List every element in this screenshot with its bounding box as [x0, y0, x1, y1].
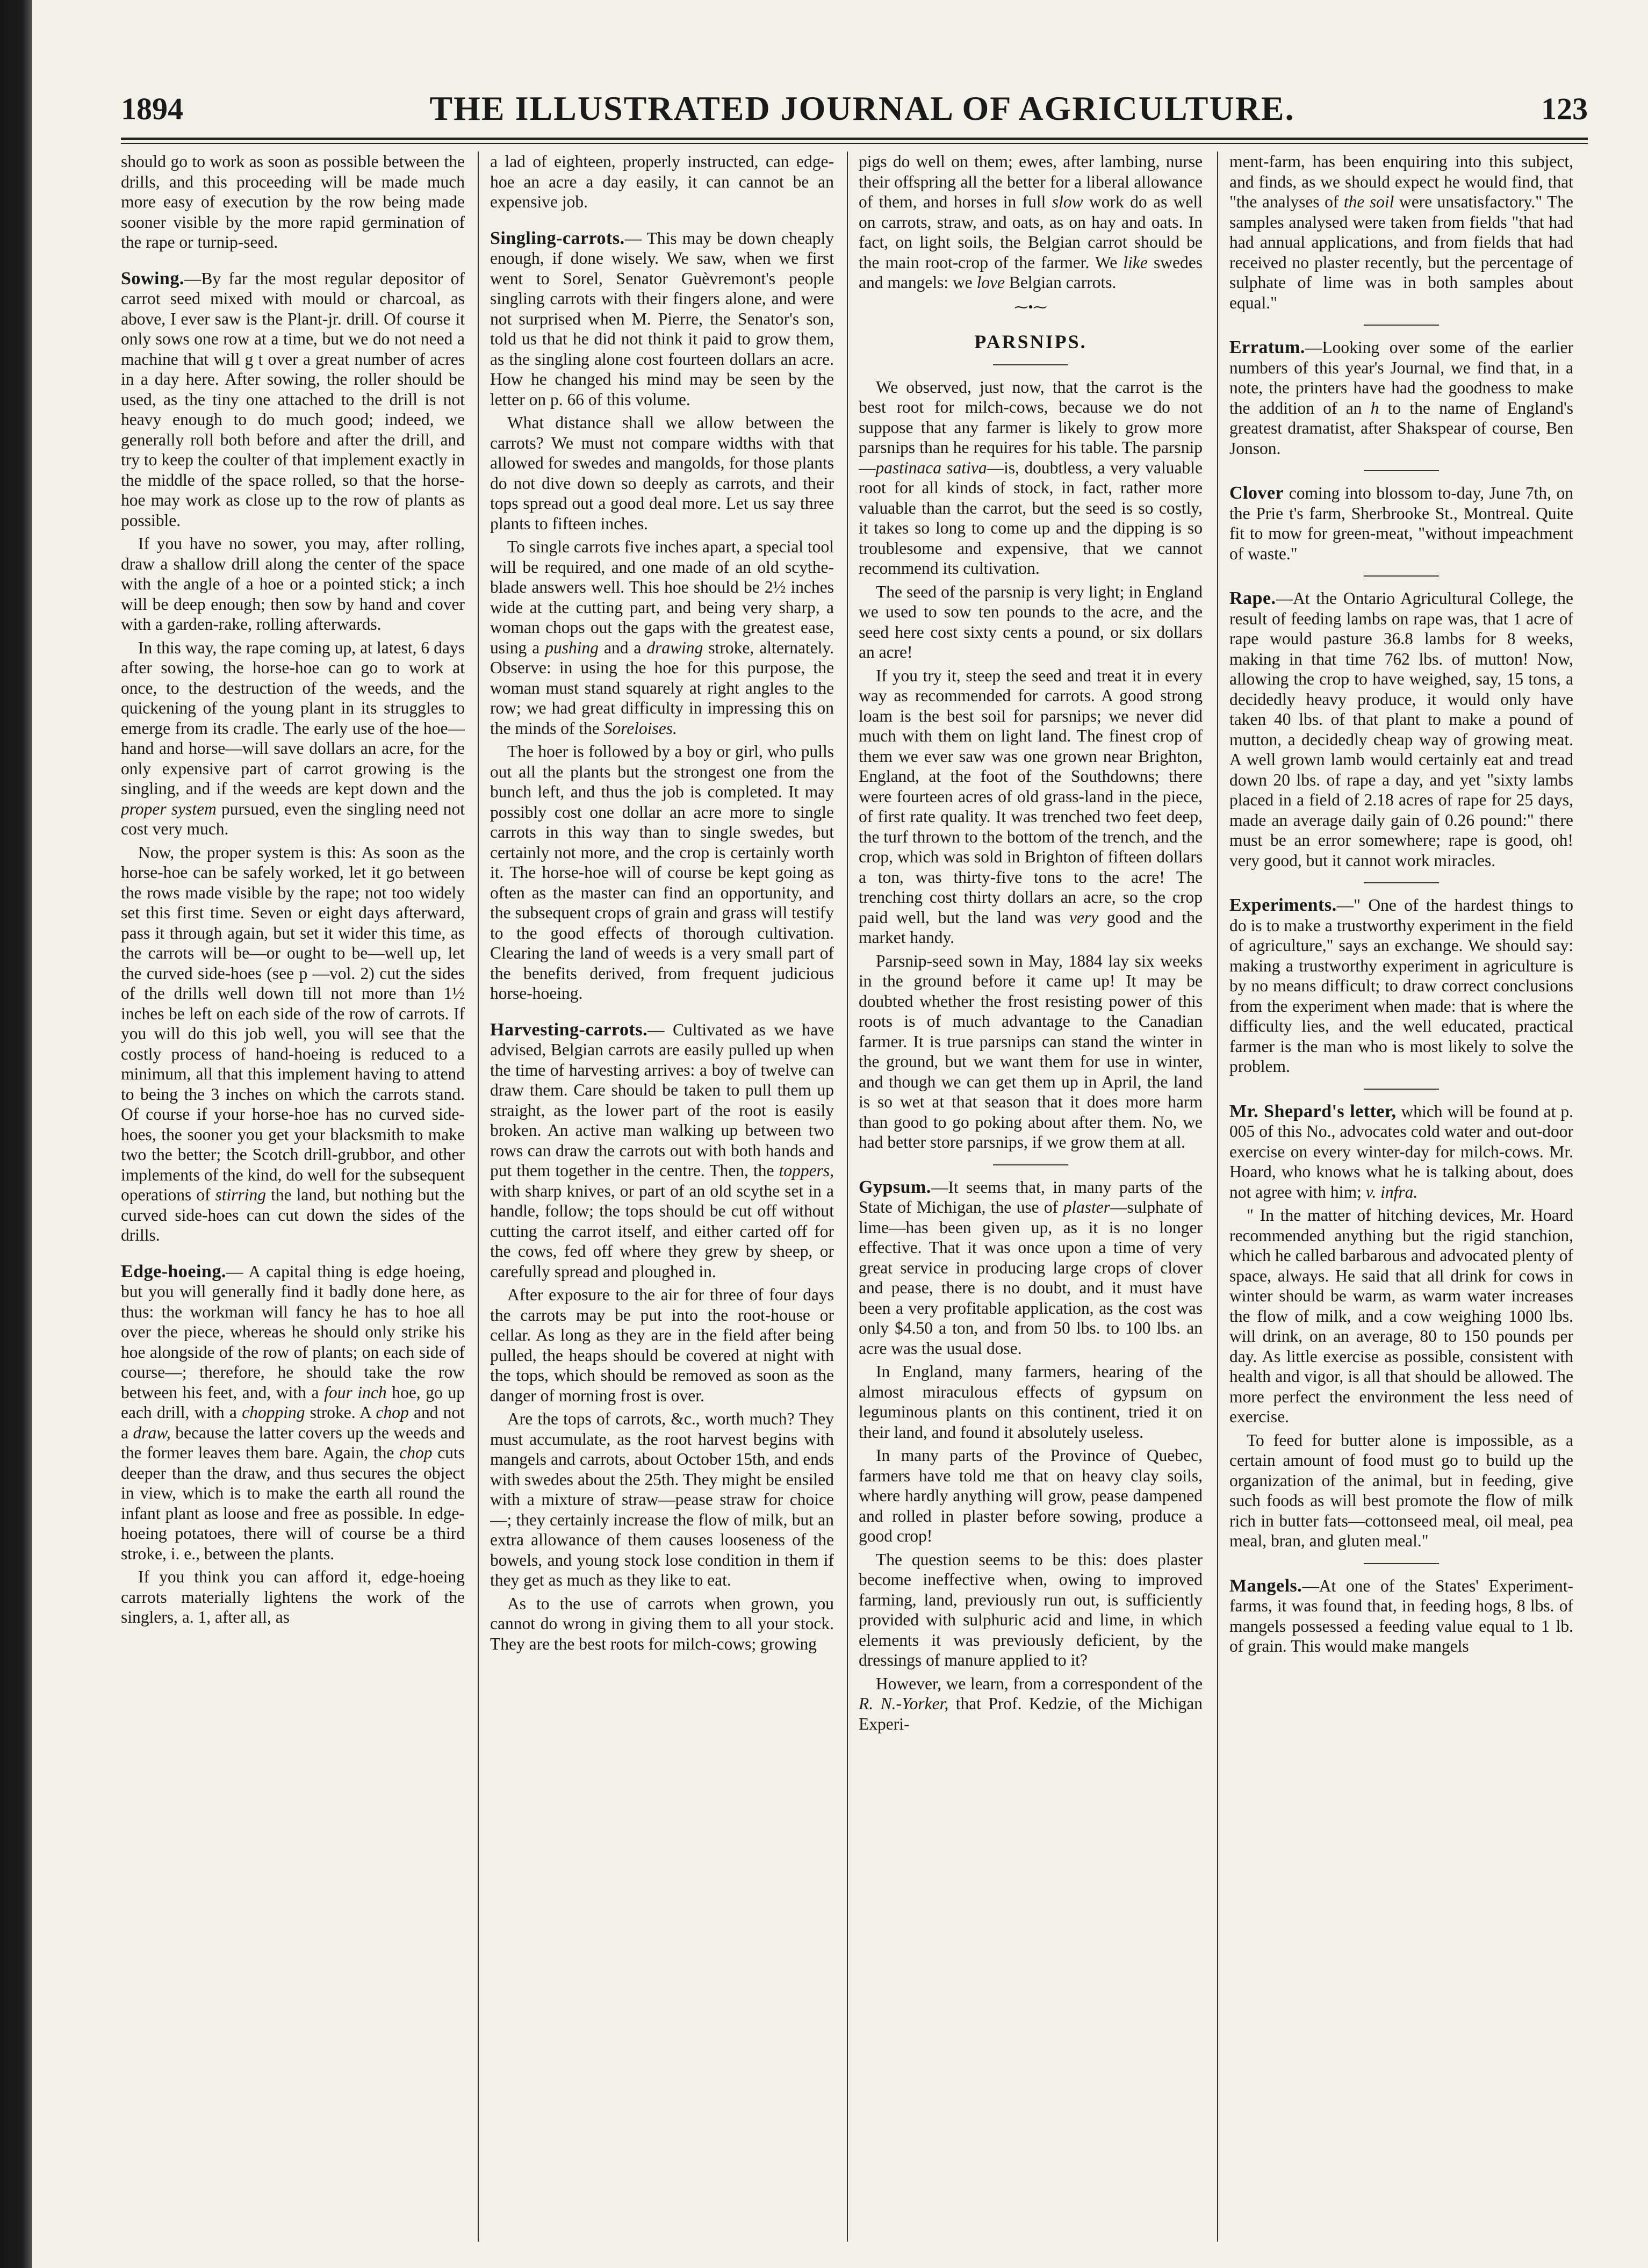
column-4 [1229, 152, 1573, 2247]
paragraph: Erratum.—Looking over some of the earlier numbers of this year's Journal, we find that, in a note, the printers have had the goodness to make the addition of an h to the name of England's greatest dramatist, after Shakspear of course, Ben Jonson. [1229, 337, 1573, 458]
section-rule [1364, 1563, 1439, 1564]
paragraph: If you try it, steep the seed and treat it in every way as recommended for carrots. A good strong loam is the best soil for parsnips; we never did much with them on light land. The finest crop of them we ever saw was one grown near Brighton, England, at the foot of the Southdowns; there were fourteen acres of old grass-land in the piece, of first rate quality. It was trenched two feet deep, the turf thrown to the bottom of the trench, and the crop, which was sold in Brighton of fifteen dollars a ton, was thirty-five tons to the acre! The trenching cost thirty dollars an acre, so the crop paid well, but the land was very good and the market handy. [859, 666, 1203, 947]
paragraph: Now, the proper system is this: As soon as the horse-hoe can be safely worked, let it go between the rows made visible by the rape; not too widely set this first time. Seven or eight days afterward, pass it through again, but set it wider this time, as the carrots will be—or ought to be—well up, let the curved side-hoes (see p —vol. 2) cut the sides of the drills well down till not more than 1½ inches be left on each side of the row of carrots. If you will do this job well, you will see that the costly process of hand-hoeing is reduced to a minimum, all that this implement having to attend to being the 3 inches on which the carrots stand. Of course if your horse-hoe has no curved side-hoes, the sooner you get your blacksmith to make two the better; the Scotch drill-grubbor, and other implements of the kind, do well for the subsequent operations of stirring the land, but nothing but the curved side-hoes can cut down the sides of the drills. [121, 843, 465, 1244]
ornament-divider: ⁓•⁓ [1014, 299, 1047, 315]
paragraph: To feed for butter alone is impossible, as a certain amount of food must go to build up the organization of the animal, but in feeding, give such foods as will best promote the flow of milk rich in butter fats—cottonseed meal, oil meal, pea meal, bran, and gluten meal." [1229, 1430, 1573, 1550]
section-rule [1364, 470, 1439, 471]
paragraph: To single carrots five inches apart, a special tool will be required, and one made of an old scythe-blade answers well. This hoe should be 2½ inches wide at the cutting part, and being very sharp, a woman chops out the gaps with the greatest ease, using a pushing and a drawing stroke, alternately. Observe: in using the hoe for this purpose, the woman must stand squarely at right angles to the row; we had great difficulty in impressing this on the minds of the Soreloises. [490, 537, 834, 738]
column-1 [121, 152, 465, 2247]
paragraph: We observed, just now, that the carrot is the best root for milch-cows, because we do not suppose that any farmer is likely to grow more parsnips than he requires for his table. The parsnip—pastinaca sativa—is, doubtless, a very valuable root for all kinds of stock, in fact, rather more valuable than the carrot, but the seed is so costly, it takes so long to come up and the dipping is so troublesome and expensive, that we cannot recommend its cultivation. [859, 377, 1203, 578]
column-2 [490, 152, 834, 2247]
paragraph: Parsnip-seed sown in May, 1884 lay six weeks in the ground before it came up! It may be doubted whether the frost resisting power of this roots is of much advantage to the Canadian farmer. It is true parsnips can stand the winter in the ground, but we want them for use in winter, and though we can get them up in April, the land is so wet at that season that it does more harm than good to go poking about after them. No, we had better store parsnips, if we grow them at all. [859, 951, 1203, 1151]
column-divider [1217, 152, 1218, 2242]
section-heading-erratum: Erratum. [1229, 337, 1305, 357]
paragraph: After exposure to the air for three of four days the carrots may be put into the root-house or cellar. As long as they are in the field after being pulled, the heaps should be covered at night with the tops, which should be removed as soon as the danger of morning frost is over. [490, 1285, 834, 1405]
paragraph: In England, many farmers, hearing of the almost miraculous effects of gypsum on leguminous plants on this continent, tried it on their land, and found it absolutely useless. [859, 1362, 1203, 1442]
section-rule [1364, 575, 1439, 577]
section-heading-edge-hoeing: Edge-hoeing. [121, 1261, 226, 1281]
heading-rule [993, 364, 1068, 365]
paragraph: In this way, the rape coming up, at latest, 6 days after sowing, the horse-hoe can go to work at once, to the destruction of the weeds, and the quickening of the young plant in its struggles to emerge from its cradle. The early use of the hoe—hand and horse—will save dollars an acre, for the only expensive part of carrot growing is the singling, and if the weeds are kept down and the proper system pursued, even the singling need not cost very much. [121, 638, 465, 838]
section-heading-rape: Rape. [1229, 588, 1276, 608]
paragraph: If you have no sower, you may, after rolling, draw a shallow drill along the center of the space with the angle of a hoe or a pointed stick; a inch will be deep enough; then sow by hand and cover with a garden-rake, rolling afterwards. [121, 534, 465, 633]
paragraph: Harvesting-carrots.— Cultivated as we have advised, Belgian carrots are easily pulled up when the time of harvesting arrives: a boy of twelve can draw them. Care should be taken to pull them up straight, as the lower part of the root is easily broken. An active man walking up between two rows can draw the carrots out with both hands and put them together in the centre. Then, the toppers, with sharp knives, or part of an old scythe set in a handle, follow; the tops should be cut off without cutting the carrot itself, and either carted off for the cows, fed off where they grew by sheep, or carefully spread and ploughed in. [490, 1019, 834, 1281]
page-number: 123 [1541, 91, 1588, 126]
paragraph: Gypsum.—It seems that, in many parts of the State of Michigan, the use of plaster—sulphate of lime—has been given up, as it is no longer effective. That it was once upon a time of very great service in producing large crops of clover and pease, there is no doubt, and it must have been a very profitable application, as the cost was only $4.50 a ton, and from 50 lbs. to 100 lbs. an acre was the usual dose. [859, 1177, 1203, 1358]
column-divider [478, 152, 479, 2242]
paragraph: Experiments.—" One of the hardest things to do is to make a trustworthy experiment in the field of agriculture," says an exchange. We should say: making a trustworthy experiment in agriculture is by no means difficult; to draw correct conclusions from the experiment when made: that is where the difficulty lies, and the well educated, practical farmer is the man who is most likely to solve the problem. [1229, 895, 1573, 1076]
section-heading-mangels: Mangels. [1229, 1575, 1302, 1596]
section-rule [1364, 882, 1439, 883]
paragraph: Edge-hoeing.— A capital thing is edge hoeing, but you will generally find it badly done here, as thus: the workman will fancy he has to hoe all over the piece, whereas he should only strike his hoe alongside of the row of plants; on each side of course—; therefore, he should take the row between his feet, and, with a four inch hoe, go up each drill, with a chopping stroke. A chop and not a draw, because the latter covers up the weeds and the former leaves them bare. Again, the chop cuts deeper than the draw, and thus secures the object in view, which is to make the earth all round the infant plant as loose and free as possible. In edge-hoeing potatoes, there will of course be a third stroke, i. e., between the plants. [121, 1261, 465, 1563]
article-heading-parsnips: PARSNIPS. [974, 331, 1087, 352]
paragraph: ment-farm, has been enquiring into this subject, and finds, as we should expect he would find, that "the analyses of the soil were unsatisfactory." The samples analysed were taken from fields "that had had annual applications, and from fields that had received no plaster recently, but the percentage of sulphate of lime was in both samples about equal." [1229, 152, 1573, 312]
paragraph: Mangels.—At one of the States' Experiment-farms, it was found that, in feeding hogs, 8 lbs. of mangels possessed a feeding value equal to 1 lb. of grain. This would make mangels [1229, 1575, 1573, 1655]
journal-title: THE ILLUSTRATED JOURNAL OF AGRICULTURE. [429, 89, 1295, 127]
header-rule-thin [121, 143, 1588, 144]
section-rule [993, 1164, 1068, 1165]
book-spine [0, 0, 32, 2268]
paragraph: The hoer is followed by a boy or girl, who pulls out all the plants but the strongest one from the bunch left, and thus the job is completed. It may possibly cost one dollar an acre more to single carrots in this way than to single swedes, but certainly not more, and the crop is certainly worth it. The horse-hoe will of course be kept going as often as the master can find an opportunity, and the subsequent crops of grain and grass will testify to the good effects of thorough cultivation. Clearing the land of weeds is a very small part of the benefits derived, from frequent judicious horse-hoeing. [490, 742, 834, 1003]
paragraph: However, we learn, from a correspondent of the R. N.-Yorker, that Prof. Kedzie, of the Michigan Experi- [859, 1674, 1203, 1733]
section-heading-clover: Clover [1229, 483, 1284, 503]
section-heading-singling-carrots: Singling-carrots. [490, 228, 625, 248]
paragraph: pigs do well on them; ewes, after lambing, nurse their offspring all the better for a liberal allowance of them, and horses in full slow work do as well on carrots, straw, and oats, as on hay and oats. In fact, on light soils, the Belgian carrot should be the main root-crop of the farmer. We like swedes and mangels: we love Belgian carrots. [859, 152, 1203, 292]
paragraph: What distance shall we allow between the carrots? We must not compare widths with that allowed for swedes and mangolds, for those plants do not dive down so deeply as carrots, and their tops spread out a good deal more. Let us say three plants to fifteen inches. [490, 413, 834, 533]
paragraph: Rape.—At the Ontario Agricultural College, the result of feeding lambs on rape was, that 1 acre of rape would pasture 36.8 lambs for 8 weeks, making in that time 762 lbs. of mutton! Now, allowing the crop to have weighed, say, 15 tons, a decidedly heavy produce, it would only have taken 40 lbs. of that plant to make a pound of mutton, a decidedly cheap way of growing meat. A well grown lamb would certainly eat and tread down 20 lbs. of rape a day, and yet "sixty lambs placed in a field of 2.18 acres of rape for 25 days, made an average daily gain of 0.26 pound:" there must be an error somewhere; rape is good, oh! very good, but it cannot work miracles. [1229, 588, 1573, 870]
section-heading-sowing: Sowing. [121, 268, 184, 289]
column-divider [847, 152, 848, 2242]
page-header [121, 85, 1588, 132]
header-rule [121, 138, 1588, 140]
section-rule [1364, 1089, 1439, 1090]
paragraph: If you think you can afford it, edge-hoeing carrots materially lightens the work of the singlers, a. 1, after all, as [121, 1567, 465, 1626]
paragraph: Mr. Shepard's letter, which will be found at p. 005 of this No., advocates cold water and out-door exercise on every winter-day for milch-cows. Mr. Hoard, who knows what he is talking about, does not agree with him; v. infra. [1229, 1101, 1573, 1201]
section-heading-experiments: Experiments. [1229, 895, 1337, 915]
header-year: 1894 [121, 91, 183, 126]
paragraph: Sowing.—By far the most regular depositor of carrot seed mixed with mould or charcoal, as above, I ever saw is the Plant-jr. drill. Of course it only sows one row at a time, but we do not need a machine that will g t over a great number of acres in a day here. After sowing, the roller should be used, as the tiny one attached to the drill is not heavy enough to do much good; indeed, we generally roll both before and after the drill, and try to keep the coulter of that implement exactly in the middle of the space rolled, so that the horse-hoe may work as close up to the row of plants as possible. [121, 268, 465, 530]
section-heading-shepard-letter: Mr. Shepard's letter, [1229, 1101, 1397, 1121]
paragraph: In many parts of the Province of Quebec, farmers have told me that on heavy clay soils, where hardly anything will grow, pease dampened and rolled in plaster before sowing, produce a good crop! [859, 1446, 1203, 1545]
paragraph: Singling-carrots.— This may be down cheaply enough, if done wisely. We saw, when we first went to Sorel, Senator Guèvremont's people singling carrots with their fingers alone, and were not surprised when M. Pierre, the Senator's son, told us that he did not think it paid to grow them, as the singling alone cost fourteen dollars an acre. How he changed his mind may be seen by the letter on p. 66 of this volume. [490, 228, 834, 409]
paragraph: Are the tops of carrots, &c., worth much? They must accumulate, as the root harvest begins with mangels and carrots, about October 15th, and ends with swedes about the 25th. They might be ensiled with a mixture of straw—pease straw for choice—; they certainly increase the flow of milk, but an extra allowance of them causes looseness of the bowels, and young stock lose condition in them if they get as much as they like to eat. [490, 1409, 834, 1589]
section-heading-gypsum: Gypsum. [859, 1177, 931, 1197]
paragraph: " In the matter of hitching devices, Mr. Hoard recommended anything but the rigid stanchion, which he called barbarous and advocated plenty of space, always. He said that all drink for cows in winter should be warm, as warm water increases the flow of milk, and a cow weighing 1000 lbs. will drink, on an average, 80 to 150 pounds per day. As little exercise as possible, consistent with health and vigor, is all that should be allowed. The more perfect the environment the less need of exercise. [1229, 1206, 1573, 1426]
paragraph: a lad of eighteen, properly instructed, can edge-hoe an acre a day easily, it can cannot be an expensive job. [490, 152, 834, 211]
paragraph: The question seems to be this: does plaster become ineffective when, owing to improved farming, land, previously run out, is sufficiently provided with sulphuric acid and lime, in which elements it was previously deficient, by the dressings of manure applied to it? [859, 1550, 1203, 1669]
paragraph: Clover coming into blossom to-day, June 7th, on the Prie t's farm, Sherbrooke St., Montreal. Quite fit to mow for green-meat, "without impeachment of waste." [1229, 483, 1573, 563]
paragraph: should go to work as soon as possible between the drills, and this proceeding will be made much more easy of execution by the row being made sooner visible by the more rapid germination of the rape or turnip-seed. [121, 152, 465, 251]
paragraph: As to the use of carrots when grown, you cannot do wrong in giving them to all your stock. They are the best roots for milch-cows; growing [490, 1594, 834, 1653]
paragraph: The seed of the parsnip is very light; in England we used to sow ten pounds to the acre, and the seed here cost sixty cents a pound, or six dollars an acre! [859, 582, 1203, 661]
column-3 [859, 152, 1203, 2247]
section-rule [1364, 325, 1439, 326]
section-heading-harvesting-carrots: Harvesting-carrots. [490, 1019, 648, 1040]
